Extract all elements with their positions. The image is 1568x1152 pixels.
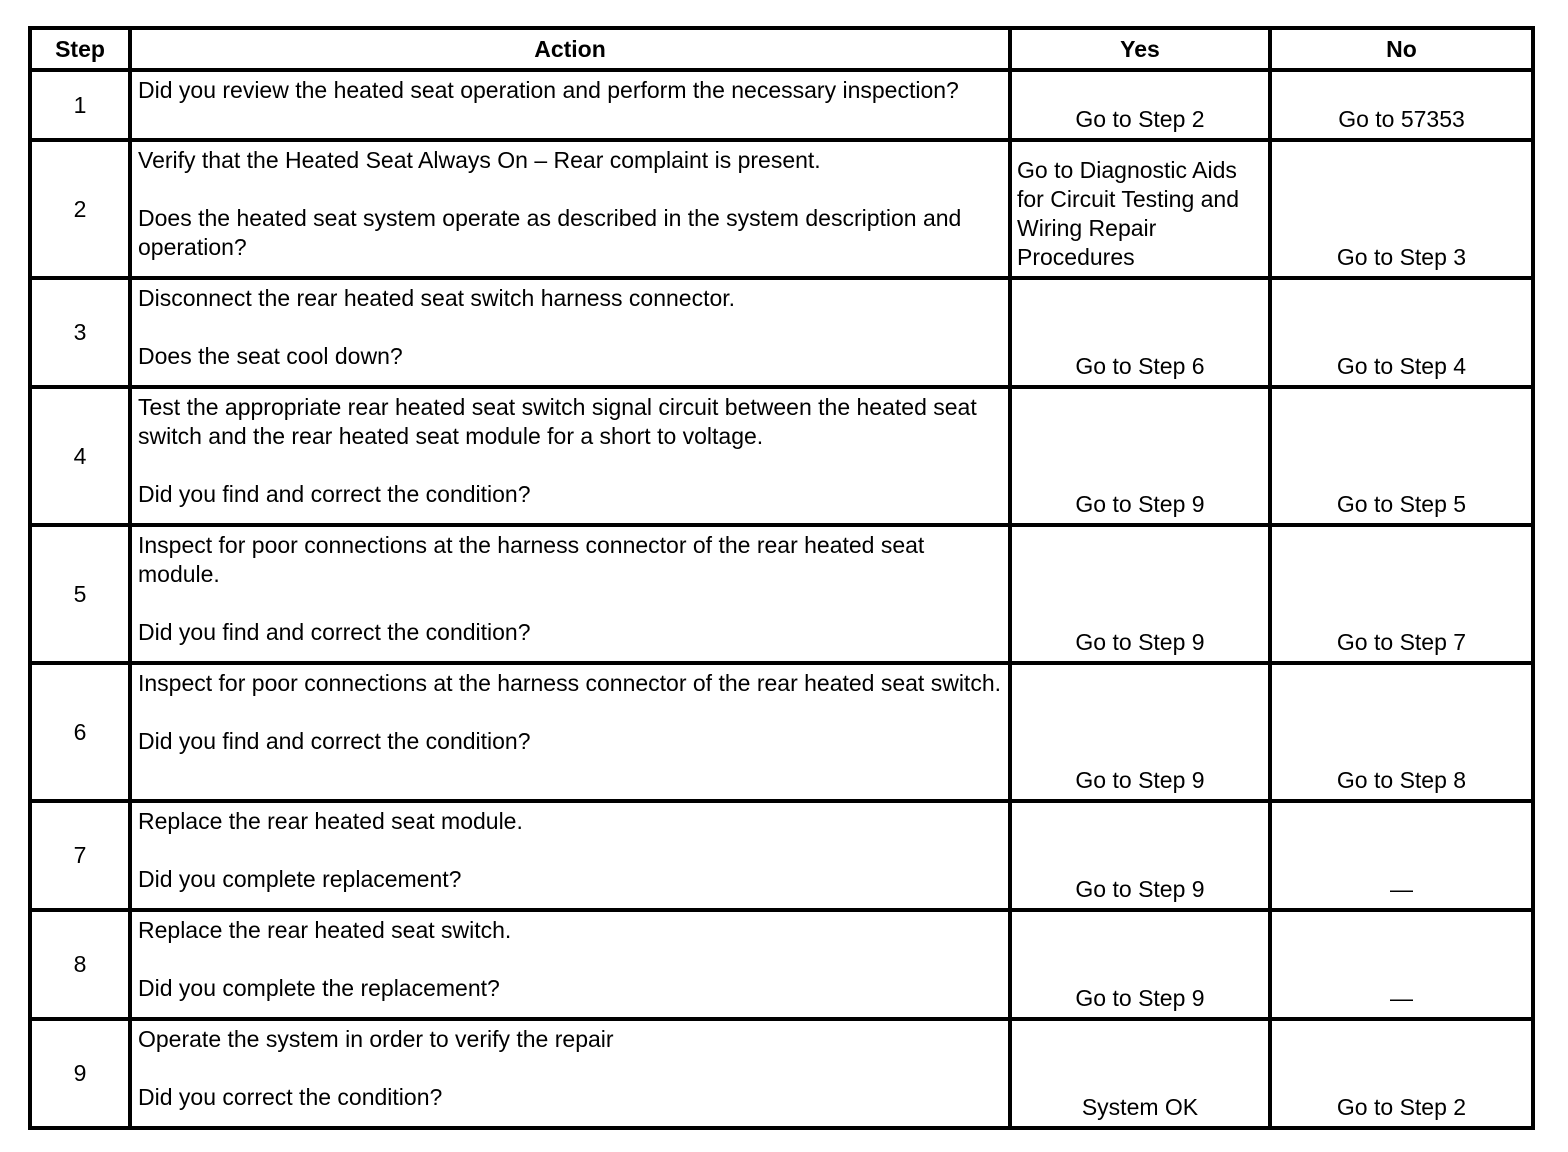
action-question: Did you complete replacement?: [138, 866, 462, 892]
action-instruction: Test the appropriate rear heated seat switch signal circuit between the heated seat switch and the rear heated seat module for a short to voltage.: [138, 394, 977, 449]
action-instruction: Disconnect the rear heated seat switch harness connector.: [138, 285, 736, 311]
step-number: 2: [30, 140, 130, 278]
action-instruction: Operate the system in order to verify the repair: [138, 1026, 614, 1052]
action-instruction: Verify that the Heated Seat Always On – Rear complaint is present.: [138, 147, 821, 173]
step-number: 9: [30, 1019, 130, 1128]
step-number: 6: [30, 663, 130, 801]
header-no: No: [1270, 28, 1533, 70]
no-result: —: [1270, 910, 1533, 1019]
action-cell: [130, 387, 1010, 525]
table-row: [30, 910, 1533, 1019]
header-row: [30, 28, 1533, 70]
header-action: Action: [130, 28, 1010, 70]
table-row: [30, 140, 1533, 278]
action-question: Did you review the heated seat operation and perform the necessary inspection?: [138, 77, 959, 103]
no-result: Go to Step 2: [1270, 1019, 1533, 1128]
header-yes: Yes: [1010, 28, 1270, 70]
action-instruction: Inspect for poor connections at the harness connector of the rear heated seat module.: [138, 532, 925, 587]
no-result: Go to Step 3: [1270, 140, 1533, 278]
header-step: Step: [30, 28, 130, 70]
no-result: Go to Step 7: [1270, 525, 1533, 663]
yes-result: Go to Diagnostic Aids for Circuit Testing and Wiring Repair Procedures: [1010, 140, 1270, 278]
step-number: 8: [30, 910, 130, 1019]
table-row: [30, 1019, 1533, 1128]
no-result: —: [1270, 801, 1533, 910]
action-question: Does the heated seat system operate as described in the system description and operation?: [138, 205, 962, 260]
action-instruction: Replace the rear heated seat switch.: [138, 917, 512, 943]
table-row: [30, 70, 1533, 140]
table-row: [30, 525, 1533, 663]
action-cell: [130, 910, 1010, 1019]
table-row: [30, 801, 1533, 910]
no-result: Go to Step 8: [1270, 663, 1533, 801]
action-cell: [130, 663, 1010, 801]
yes-result: Go to Step 9: [1010, 525, 1270, 663]
yes-result: Go to Step 9: [1010, 910, 1270, 1019]
action-cell: [130, 140, 1010, 278]
step-number: 5: [30, 525, 130, 663]
action-cell: [130, 278, 1010, 387]
table-row: [30, 663, 1533, 801]
action-question: Did you correct the condition?: [138, 1084, 443, 1110]
action-cell: [130, 70, 1010, 140]
action-question: Does the seat cool down?: [138, 343, 403, 369]
action-cell: [130, 801, 1010, 910]
no-result: Go to Step 4: [1270, 278, 1533, 387]
action-cell: [130, 525, 1010, 663]
diagnostic-table: [28, 26, 1535, 1130]
yes-result: Go to Step 9: [1010, 387, 1270, 525]
yes-result: Go to Step 6: [1010, 278, 1270, 387]
step-number: 1: [30, 70, 130, 140]
yes-result: Go to Step 9: [1010, 801, 1270, 910]
yes-result: Go to Step 2: [1010, 70, 1270, 140]
step-number: 3: [30, 278, 130, 387]
table-row: [30, 278, 1533, 387]
table-row: [30, 387, 1533, 525]
no-result: Go to 57353: [1270, 70, 1533, 140]
no-result: Go to Step 5: [1270, 387, 1533, 525]
step-number: 7: [30, 801, 130, 910]
yes-result: Go to Step 9: [1010, 663, 1270, 801]
action-question: Did you find and correct the condition?: [138, 619, 531, 645]
action-instruction: Replace the rear heated seat module.: [138, 808, 523, 834]
action-question: Did you find and correct the condition?: [138, 728, 531, 754]
action-question: Did you find and correct the condition?: [138, 481, 531, 507]
action-cell: [130, 1019, 1010, 1128]
action-instruction: Inspect for poor connections at the harness connector of the rear heated seat switch.: [138, 670, 1002, 696]
yes-result: System OK: [1010, 1019, 1270, 1128]
action-question: Did you complete the replacement?: [138, 975, 500, 1001]
step-number: 4: [30, 387, 130, 525]
